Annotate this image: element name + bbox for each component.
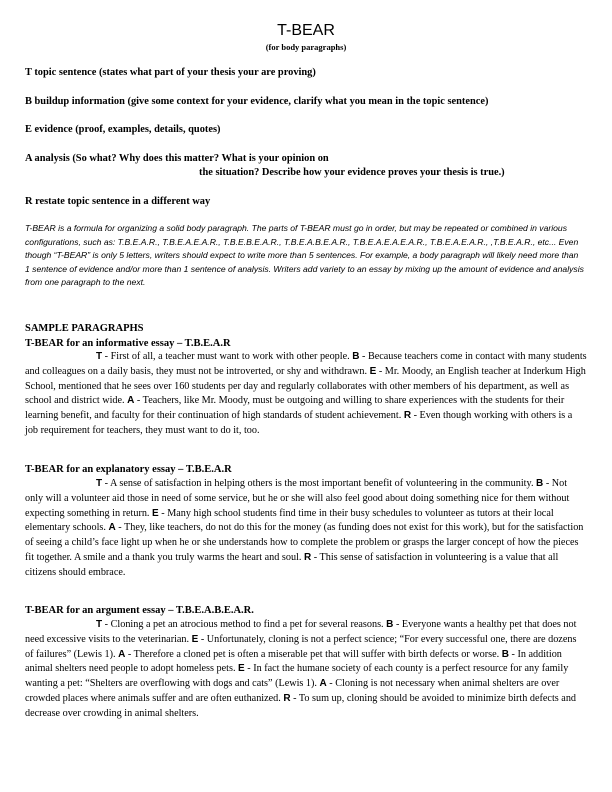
- tbear-description: T-BEAR is a formula for organizing a solid body paragraph. The parts of T-BEAR must go in order, but may be repeated or combined in various configurations, such as: T.B.E.A.R., T.B.E.A.E.A.R., T.B.E.B.E.A.R., T.B.E.A.B.E.A.R., T.B.E.A.E.A.E.A.R., T.B.E.A.E.A.R., ,T.B.E.A.R., etc... Even though “T-BEAR” is only 5 letters, writers should expect to write more than 5 sentences. For example, a body paragraph will likely need more than 1 sentence of evidence and/or more than 1 sentence of analysis. Writers add variety to an essay by mixing up the amount of evidence and analysis from one paragraph to the next.: [25, 223, 584, 288]
- part-tag: B: [386, 619, 394, 630]
- part-text: - To sum up, cloning should be avoided to minimize birth defects and decrease over crowding in animal shelters.: [25, 692, 577, 719]
- part-tag: T: [96, 478, 103, 489]
- part-tag: A: [118, 648, 126, 660]
- part-text: - A sense of satisfaction in helping others is the most important benefit of volunteering in the community.: [102, 478, 537, 489]
- part-tag: A: [319, 678, 327, 690]
- part-text: - Because teachers come in contact with many students and colleagues on a daily basis, they must not be introverted, or shy and withdrawn.: [25, 351, 587, 377]
- part-text: - Cloning a pet an atrocious method to find a pet for several reasons.: [102, 619, 387, 630]
- part-tag: A: [127, 395, 135, 407]
- part-tag: T: [96, 619, 103, 630]
- part-text: - Not only will a volunteer aid those in need of some service, but he or she will also feel good about doing something nice for them without expecting something in return.: [25, 478, 570, 519]
- argument-paragraph: [25, 618, 587, 722]
- part-tag: R: [403, 410, 412, 422]
- part-text: - Everyone wants a healthy pet that does not need excessive visits to the veterinarian.: [25, 619, 577, 645]
- definition-r: R restate topic sentence in a different way: [25, 196, 211, 207]
- sample-paragraphs-heading: SAMPLE PARAGRAPHS: [25, 323, 144, 334]
- part-text: - They, like teachers, do not do this for the money (as funding does not exist for this work), but for the satisfaction of seeing a child’s face light up when he or she understands how to complete the problem or grasps the larger concept of how the pieces fit together. A smile and a thank you truly warms the heart and soul.: [25, 522, 584, 563]
- page-title: T-BEAR: [277, 22, 335, 39]
- argument-essay-title: T-BEAR for an argument essay – T.B.E.A.B.E.A.R.: [25, 605, 254, 616]
- part-tag: R: [283, 692, 291, 704]
- part-text: - Teachers, like Mr. Moody, must be outgoing and willing to share experiences with the students for their learning benefit, and faculty for their continuation of high standards of student achievement.: [25, 395, 565, 422]
- part-tag: E: [238, 663, 245, 675]
- definition-a-line2: the situation? Describe how your evidence proves your thesis is true.): [199, 167, 505, 178]
- part-tag: E: [191, 633, 199, 645]
- part-text: - Unfortunately, cloning is not a perfect science; “For every successful one, there are dozens of failures” (Lewis 1).: [25, 633, 577, 660]
- part-text: - First of all, a teacher must want to work with other people.: [102, 351, 353, 362]
- definition-a: [25, 152, 505, 180]
- part-tag: A: [108, 522, 116, 534]
- part-tag: T: [96, 351, 103, 362]
- informative-paragraph: [25, 350, 587, 439]
- part-text: - Cloning is not necessary when animal shelters are over crowded places where animals suffer and are often euthanized.: [25, 678, 560, 704]
- definition-e: E evidence (proof, examples, details, quotes): [25, 124, 221, 135]
- informative-essay-title: T-BEAR for an informative essay – T.B.E.A.R: [25, 338, 231, 349]
- part-text: - This sense of satisfaction in volunteering is a value that all citizens should embrace.: [25, 551, 559, 578]
- part-text: - Therefore a cloned pet is often a miserable pet that will suffer with birth defects or worse.: [125, 648, 502, 660]
- part-text: - In addition animal shelters need people to adopt homeless pets.: [25, 648, 562, 675]
- definition-t: T topic sentence (states what part of your thesis your are proving): [25, 67, 316, 78]
- part-text: - Many high school students find time in their busy schedules to volunteer as tutors at their local elementary schools.: [25, 507, 554, 534]
- explanatory-paragraph: [25, 477, 587, 581]
- part-text: - Mr. Moody, an English teacher at Inderkum High School, mentioned that he sees over 160 students per day and regularly collaborates with other members of his department, as well as school and district wide.: [25, 365, 586, 407]
- part-tag: B: [352, 351, 360, 362]
- part-text: - In fact the humane society of each county is a perfect resource for any family wanting a pet: “Shelters are overflowing with dogs and cats” (Lewis 1).: [25, 663, 569, 690]
- part-tag: E: [369, 365, 377, 377]
- part-tag: B: [536, 478, 544, 489]
- part-tag: R: [303, 551, 312, 563]
- part-tag: E: [152, 507, 159, 519]
- definition-b: B buildup information (give some context for your evidence, clarify what you mean in the topic sentence): [25, 96, 489, 107]
- page-subtitle: (for body paragraphs): [265, 42, 347, 52]
- definition-a-line1: A analysis (So what? Why does this matter? What is your opinion on: [25, 153, 329, 164]
- explanatory-essay-title: T-BEAR for an explanatory essay – T.B.E.A.R: [25, 464, 232, 475]
- part-text: - Even though working with others is a job requirement for teachers, they must want to do it, too.: [25, 410, 573, 436]
- part-tag: B: [501, 648, 509, 660]
